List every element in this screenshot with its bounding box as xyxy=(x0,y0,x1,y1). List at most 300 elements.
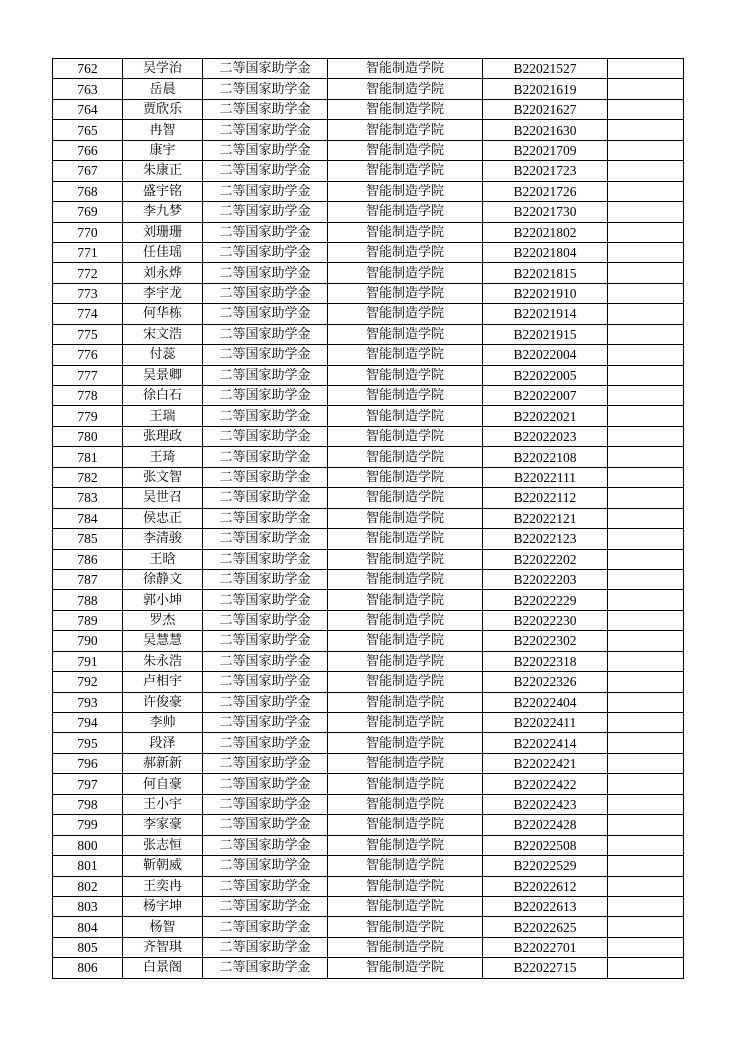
student-name: 王琦 xyxy=(123,447,203,467)
empty-cell xyxy=(608,202,684,222)
award-type: 二等国家助学金 xyxy=(203,263,328,283)
table-row xyxy=(53,181,684,201)
row-number: 789 xyxy=(53,610,123,630)
award-type: 二等国家助学金 xyxy=(203,140,328,160)
student-id: B22022007 xyxy=(483,386,608,406)
student-id: B22021709 xyxy=(483,140,608,160)
student-name: 刘珊珊 xyxy=(123,222,203,242)
award-type: 二等国家助学金 xyxy=(203,815,328,835)
empty-cell xyxy=(608,242,684,262)
award-type: 二等国家助学金 xyxy=(203,488,328,508)
row-number: 804 xyxy=(53,917,123,937)
empty-cell xyxy=(608,365,684,385)
student-name: 徐白石 xyxy=(123,386,203,406)
college-name: 智能制造学院 xyxy=(328,283,483,303)
student-name: 刘永烨 xyxy=(123,263,203,283)
table-row xyxy=(53,774,684,794)
student-name: 齐智琪 xyxy=(123,937,203,957)
table-row xyxy=(53,835,684,855)
college-name: 智能制造学院 xyxy=(328,610,483,630)
row-number: 788 xyxy=(53,590,123,610)
empty-cell xyxy=(608,426,684,446)
row-number: 801 xyxy=(53,856,123,876)
award-type: 二等国家助学金 xyxy=(203,753,328,773)
row-number: 802 xyxy=(53,876,123,896)
college-name: 智能制造学院 xyxy=(328,426,483,446)
student-id: B22021627 xyxy=(483,99,608,119)
empty-cell xyxy=(608,406,684,426)
college-name: 智能制造学院 xyxy=(328,835,483,855)
row-number: 793 xyxy=(53,692,123,712)
student-id: B22021915 xyxy=(483,324,608,344)
table-row xyxy=(53,590,684,610)
empty-cell xyxy=(608,733,684,753)
student-id: B22022023 xyxy=(483,426,608,446)
award-type: 二等国家助学金 xyxy=(203,386,328,406)
table-row xyxy=(53,120,684,140)
student-id: B22022111 xyxy=(483,467,608,487)
student-name: 吴学治 xyxy=(123,59,203,79)
award-type: 二等国家助学金 xyxy=(203,202,328,222)
award-type: 二等国家助学金 xyxy=(203,161,328,181)
student-name: 冉智 xyxy=(123,120,203,140)
student-id: B22022423 xyxy=(483,794,608,814)
award-type: 二等国家助学金 xyxy=(203,508,328,528)
college-name: 智能制造学院 xyxy=(328,774,483,794)
college-name: 智能制造学院 xyxy=(328,181,483,201)
college-name: 智能制造学院 xyxy=(328,508,483,528)
college-name: 智能制造学院 xyxy=(328,631,483,651)
empty-cell xyxy=(608,99,684,119)
table-row xyxy=(53,426,684,446)
student-name: 朱永浩 xyxy=(123,651,203,671)
table-row xyxy=(53,733,684,753)
award-type: 二等国家助学金 xyxy=(203,569,328,589)
table-row xyxy=(53,610,684,630)
award-type: 二等国家助学金 xyxy=(203,529,328,549)
college-name: 智能制造学院 xyxy=(328,324,483,344)
empty-cell xyxy=(608,508,684,528)
empty-cell xyxy=(608,835,684,855)
award-type: 二等国家助学金 xyxy=(203,222,328,242)
college-name: 智能制造学院 xyxy=(328,753,483,773)
empty-cell xyxy=(608,324,684,344)
table-row xyxy=(53,263,684,283)
empty-cell xyxy=(608,590,684,610)
student-id: B22022230 xyxy=(483,610,608,630)
college-name: 智能制造学院 xyxy=(328,447,483,467)
empty-cell xyxy=(608,120,684,140)
student-id: B22022414 xyxy=(483,733,608,753)
table-row xyxy=(53,569,684,589)
student-id: B22021815 xyxy=(483,263,608,283)
award-type: 二等国家助学金 xyxy=(203,79,328,99)
student-id: B22021723 xyxy=(483,161,608,181)
table-row xyxy=(53,529,684,549)
empty-cell xyxy=(608,651,684,671)
empty-cell xyxy=(608,59,684,79)
empty-cell xyxy=(608,447,684,467)
empty-cell xyxy=(608,876,684,896)
student-name: 靳朝威 xyxy=(123,856,203,876)
student-id: B22022625 xyxy=(483,917,608,937)
row-number: 790 xyxy=(53,631,123,651)
award-type: 二等国家助学金 xyxy=(203,283,328,303)
row-number: 806 xyxy=(53,958,123,978)
row-number: 785 xyxy=(53,529,123,549)
row-number: 803 xyxy=(53,896,123,916)
table-row xyxy=(53,917,684,937)
award-type: 二等国家助学金 xyxy=(203,672,328,692)
college-name: 智能制造学院 xyxy=(328,488,483,508)
student-name: 李帅 xyxy=(123,713,203,733)
student-name: 吴世召 xyxy=(123,488,203,508)
student-name: 张理政 xyxy=(123,426,203,446)
student-name: 付蕊 xyxy=(123,345,203,365)
row-number: 769 xyxy=(53,202,123,222)
empty-cell xyxy=(608,753,684,773)
row-number: 762 xyxy=(53,59,123,79)
award-type: 二等国家助学金 xyxy=(203,713,328,733)
college-name: 智能制造学院 xyxy=(328,896,483,916)
row-number: 798 xyxy=(53,794,123,814)
award-type: 二等国家助学金 xyxy=(203,631,328,651)
college-name: 智能制造学院 xyxy=(328,242,483,262)
student-name: 王奕冉 xyxy=(123,876,203,896)
student-name: 侯忠正 xyxy=(123,508,203,528)
student-id: B22021527 xyxy=(483,59,608,79)
award-type: 二等国家助学金 xyxy=(203,917,328,937)
student-name: 罗杰 xyxy=(123,610,203,630)
row-number: 805 xyxy=(53,937,123,957)
row-number: 771 xyxy=(53,242,123,262)
empty-cell xyxy=(608,181,684,201)
student-id: B22022508 xyxy=(483,835,608,855)
student-name: 吴景卿 xyxy=(123,365,203,385)
student-name: 盛宇铭 xyxy=(123,181,203,201)
table-row xyxy=(53,549,684,569)
row-number: 780 xyxy=(53,426,123,446)
award-type: 二等国家助学金 xyxy=(203,774,328,794)
college-name: 智能制造学院 xyxy=(328,406,483,426)
row-number: 766 xyxy=(53,140,123,160)
award-type: 二等国家助学金 xyxy=(203,345,328,365)
student-name: 杨智 xyxy=(123,917,203,937)
award-type: 二等国家助学金 xyxy=(203,181,328,201)
row-number: 775 xyxy=(53,324,123,344)
row-number: 783 xyxy=(53,488,123,508)
college-name: 智能制造学院 xyxy=(328,713,483,733)
college-name: 智能制造学院 xyxy=(328,467,483,487)
table-row xyxy=(53,59,684,79)
student-name: 郝新新 xyxy=(123,753,203,773)
empty-cell xyxy=(608,958,684,978)
empty-cell xyxy=(608,672,684,692)
empty-cell xyxy=(608,610,684,630)
table-row xyxy=(53,815,684,835)
college-name: 智能制造学院 xyxy=(328,917,483,937)
empty-cell xyxy=(608,222,684,242)
row-number: 767 xyxy=(53,161,123,181)
table-row xyxy=(53,692,684,712)
student-id: B22022202 xyxy=(483,549,608,569)
college-name: 智能制造学院 xyxy=(328,365,483,385)
table-row xyxy=(53,896,684,916)
student-name: 李清骏 xyxy=(123,529,203,549)
student-name: 贾欣乐 xyxy=(123,99,203,119)
row-number: 764 xyxy=(53,99,123,119)
student-id: B22021619 xyxy=(483,79,608,99)
student-id: B22022112 xyxy=(483,488,608,508)
award-type: 二等国家助学金 xyxy=(203,692,328,712)
student-id: B22021726 xyxy=(483,181,608,201)
student-id: B22022404 xyxy=(483,692,608,712)
table-row xyxy=(53,488,684,508)
row-number: 779 xyxy=(53,406,123,426)
student-id: B22022318 xyxy=(483,651,608,671)
table-row xyxy=(53,467,684,487)
award-type: 二等国家助学金 xyxy=(203,651,328,671)
college-name: 智能制造学院 xyxy=(328,876,483,896)
row-number: 781 xyxy=(53,447,123,467)
award-type: 二等国家助学金 xyxy=(203,590,328,610)
college-name: 智能制造学院 xyxy=(328,958,483,978)
table-row xyxy=(53,304,684,324)
college-name: 智能制造学院 xyxy=(328,345,483,365)
student-name: 李家豪 xyxy=(123,815,203,835)
empty-cell xyxy=(608,140,684,160)
award-type: 二等国家助学金 xyxy=(203,324,328,344)
row-number: 778 xyxy=(53,386,123,406)
student-name: 李宇龙 xyxy=(123,283,203,303)
empty-cell xyxy=(608,263,684,283)
table-row xyxy=(53,386,684,406)
student-id: B22021630 xyxy=(483,120,608,140)
college-name: 智能制造学院 xyxy=(328,529,483,549)
college-name: 智能制造学院 xyxy=(328,815,483,835)
student-name: 李九梦 xyxy=(123,202,203,222)
row-number: 787 xyxy=(53,569,123,589)
student-id: B22022302 xyxy=(483,631,608,651)
empty-cell xyxy=(608,529,684,549)
table-row xyxy=(53,876,684,896)
table-row xyxy=(53,958,684,978)
college-name: 智能制造学院 xyxy=(328,672,483,692)
college-name: 智能制造学院 xyxy=(328,733,483,753)
row-number: 770 xyxy=(53,222,123,242)
student-name: 吴慧慧 xyxy=(123,631,203,651)
table-row xyxy=(53,365,684,385)
award-type: 二等国家助学金 xyxy=(203,733,328,753)
college-name: 智能制造学院 xyxy=(328,161,483,181)
empty-cell xyxy=(608,79,684,99)
table-row xyxy=(53,406,684,426)
row-number: 786 xyxy=(53,549,123,569)
student-id: B22022326 xyxy=(483,672,608,692)
student-id: B22022411 xyxy=(483,713,608,733)
student-id: B22022612 xyxy=(483,876,608,896)
student-name: 何华栋 xyxy=(123,304,203,324)
college-name: 智能制造学院 xyxy=(328,79,483,99)
college-name: 智能制造学院 xyxy=(328,549,483,569)
empty-cell xyxy=(608,569,684,589)
table-row xyxy=(53,753,684,773)
student-id: B22022613 xyxy=(483,896,608,916)
table-body xyxy=(53,59,684,979)
empty-cell xyxy=(608,774,684,794)
student-name: 康宇 xyxy=(123,140,203,160)
award-type: 二等国家助学金 xyxy=(203,856,328,876)
table-row xyxy=(53,161,684,181)
student-id: B22021730 xyxy=(483,202,608,222)
student-id: B22022021 xyxy=(483,406,608,426)
student-name: 何自豪 xyxy=(123,774,203,794)
table-row xyxy=(53,794,684,814)
college-name: 智能制造学院 xyxy=(328,651,483,671)
row-number: 774 xyxy=(53,304,123,324)
student-id: B22022715 xyxy=(483,958,608,978)
student-name: 张文智 xyxy=(123,467,203,487)
student-id: B22021804 xyxy=(483,242,608,262)
college-name: 智能制造学院 xyxy=(328,304,483,324)
student-name: 王小宇 xyxy=(123,794,203,814)
row-number: 784 xyxy=(53,508,123,528)
empty-cell xyxy=(608,917,684,937)
student-id: B22021910 xyxy=(483,283,608,303)
student-name: 郭小坤 xyxy=(123,590,203,610)
student-name: 段泽 xyxy=(123,733,203,753)
table-row xyxy=(53,508,684,528)
scholarship-table xyxy=(52,58,684,979)
student-name: 王瑞 xyxy=(123,406,203,426)
row-number: 763 xyxy=(53,79,123,99)
student-name: 徐静文 xyxy=(123,569,203,589)
table-row xyxy=(53,937,684,957)
student-name: 张志恒 xyxy=(123,835,203,855)
award-type: 二等国家助学金 xyxy=(203,549,328,569)
table-row xyxy=(53,856,684,876)
student-name: 卢相宇 xyxy=(123,672,203,692)
student-id: B22021914 xyxy=(483,304,608,324)
table-row xyxy=(53,447,684,467)
student-id: B22022005 xyxy=(483,365,608,385)
award-type: 二等国家助学金 xyxy=(203,467,328,487)
table-row xyxy=(53,140,684,160)
student-name: 岳晨 xyxy=(123,79,203,99)
college-name: 智能制造学院 xyxy=(328,569,483,589)
student-id: B22022229 xyxy=(483,590,608,610)
empty-cell xyxy=(608,856,684,876)
award-type: 二等国家助学金 xyxy=(203,59,328,79)
student-id: B22022529 xyxy=(483,856,608,876)
award-type: 二等国家助学金 xyxy=(203,937,328,957)
student-id: B22021802 xyxy=(483,222,608,242)
award-type: 二等国家助学金 xyxy=(203,242,328,262)
table-row xyxy=(53,345,684,365)
empty-cell xyxy=(608,283,684,303)
row-number: 796 xyxy=(53,753,123,773)
student-name: 宋文浩 xyxy=(123,324,203,344)
empty-cell xyxy=(608,467,684,487)
award-type: 二等国家助学金 xyxy=(203,99,328,119)
award-type: 二等国家助学金 xyxy=(203,120,328,140)
empty-cell xyxy=(608,345,684,365)
award-type: 二等国家助学金 xyxy=(203,406,328,426)
student-name: 王晗 xyxy=(123,549,203,569)
college-name: 智能制造学院 xyxy=(328,202,483,222)
table-row xyxy=(53,222,684,242)
row-number: 773 xyxy=(53,283,123,303)
college-name: 智能制造学院 xyxy=(328,386,483,406)
empty-cell xyxy=(608,937,684,957)
college-name: 智能制造学院 xyxy=(328,59,483,79)
college-name: 智能制造学院 xyxy=(328,794,483,814)
row-number: 777 xyxy=(53,365,123,385)
empty-cell xyxy=(608,304,684,324)
row-number: 791 xyxy=(53,651,123,671)
row-number: 772 xyxy=(53,263,123,283)
empty-cell xyxy=(608,896,684,916)
empty-cell xyxy=(608,631,684,651)
empty-cell xyxy=(608,692,684,712)
table-row xyxy=(53,202,684,222)
empty-cell xyxy=(608,549,684,569)
row-number: 782 xyxy=(53,467,123,487)
empty-cell xyxy=(608,815,684,835)
college-name: 智能制造学院 xyxy=(328,120,483,140)
row-number: 776 xyxy=(53,345,123,365)
table-row xyxy=(53,79,684,99)
award-type: 二等国家助学金 xyxy=(203,794,328,814)
row-number: 768 xyxy=(53,181,123,201)
student-id: B22022123 xyxy=(483,529,608,549)
student-id: B22022121 xyxy=(483,508,608,528)
table-row xyxy=(53,713,684,733)
student-id: B22022428 xyxy=(483,815,608,835)
student-id: B22022422 xyxy=(483,774,608,794)
student-id: B22022203 xyxy=(483,569,608,589)
empty-cell xyxy=(608,386,684,406)
college-name: 智能制造学院 xyxy=(328,99,483,119)
student-id: B22022421 xyxy=(483,753,608,773)
student-name: 杨宇坤 xyxy=(123,896,203,916)
table-row xyxy=(53,651,684,671)
student-name: 任佳瑶 xyxy=(123,242,203,262)
table-row xyxy=(53,324,684,344)
table-row xyxy=(53,242,684,262)
college-name: 智能制造学院 xyxy=(328,937,483,957)
student-id: B22022004 xyxy=(483,345,608,365)
college-name: 智能制造学院 xyxy=(328,140,483,160)
student-name: 白景阁 xyxy=(123,958,203,978)
award-type: 二等国家助学金 xyxy=(203,365,328,385)
student-name: 许俊豪 xyxy=(123,692,203,712)
college-name: 智能制造学院 xyxy=(328,222,483,242)
college-name: 智能制造学院 xyxy=(328,692,483,712)
award-type: 二等国家助学金 xyxy=(203,958,328,978)
table-row xyxy=(53,631,684,651)
row-number: 795 xyxy=(53,733,123,753)
row-number: 792 xyxy=(53,672,123,692)
student-id: B22022701 xyxy=(483,937,608,957)
table-row xyxy=(53,283,684,303)
empty-cell xyxy=(608,488,684,508)
award-type: 二等国家助学金 xyxy=(203,447,328,467)
table-row xyxy=(53,99,684,119)
college-name: 智能制造学院 xyxy=(328,263,483,283)
row-number: 800 xyxy=(53,835,123,855)
award-type: 二等国家助学金 xyxy=(203,610,328,630)
